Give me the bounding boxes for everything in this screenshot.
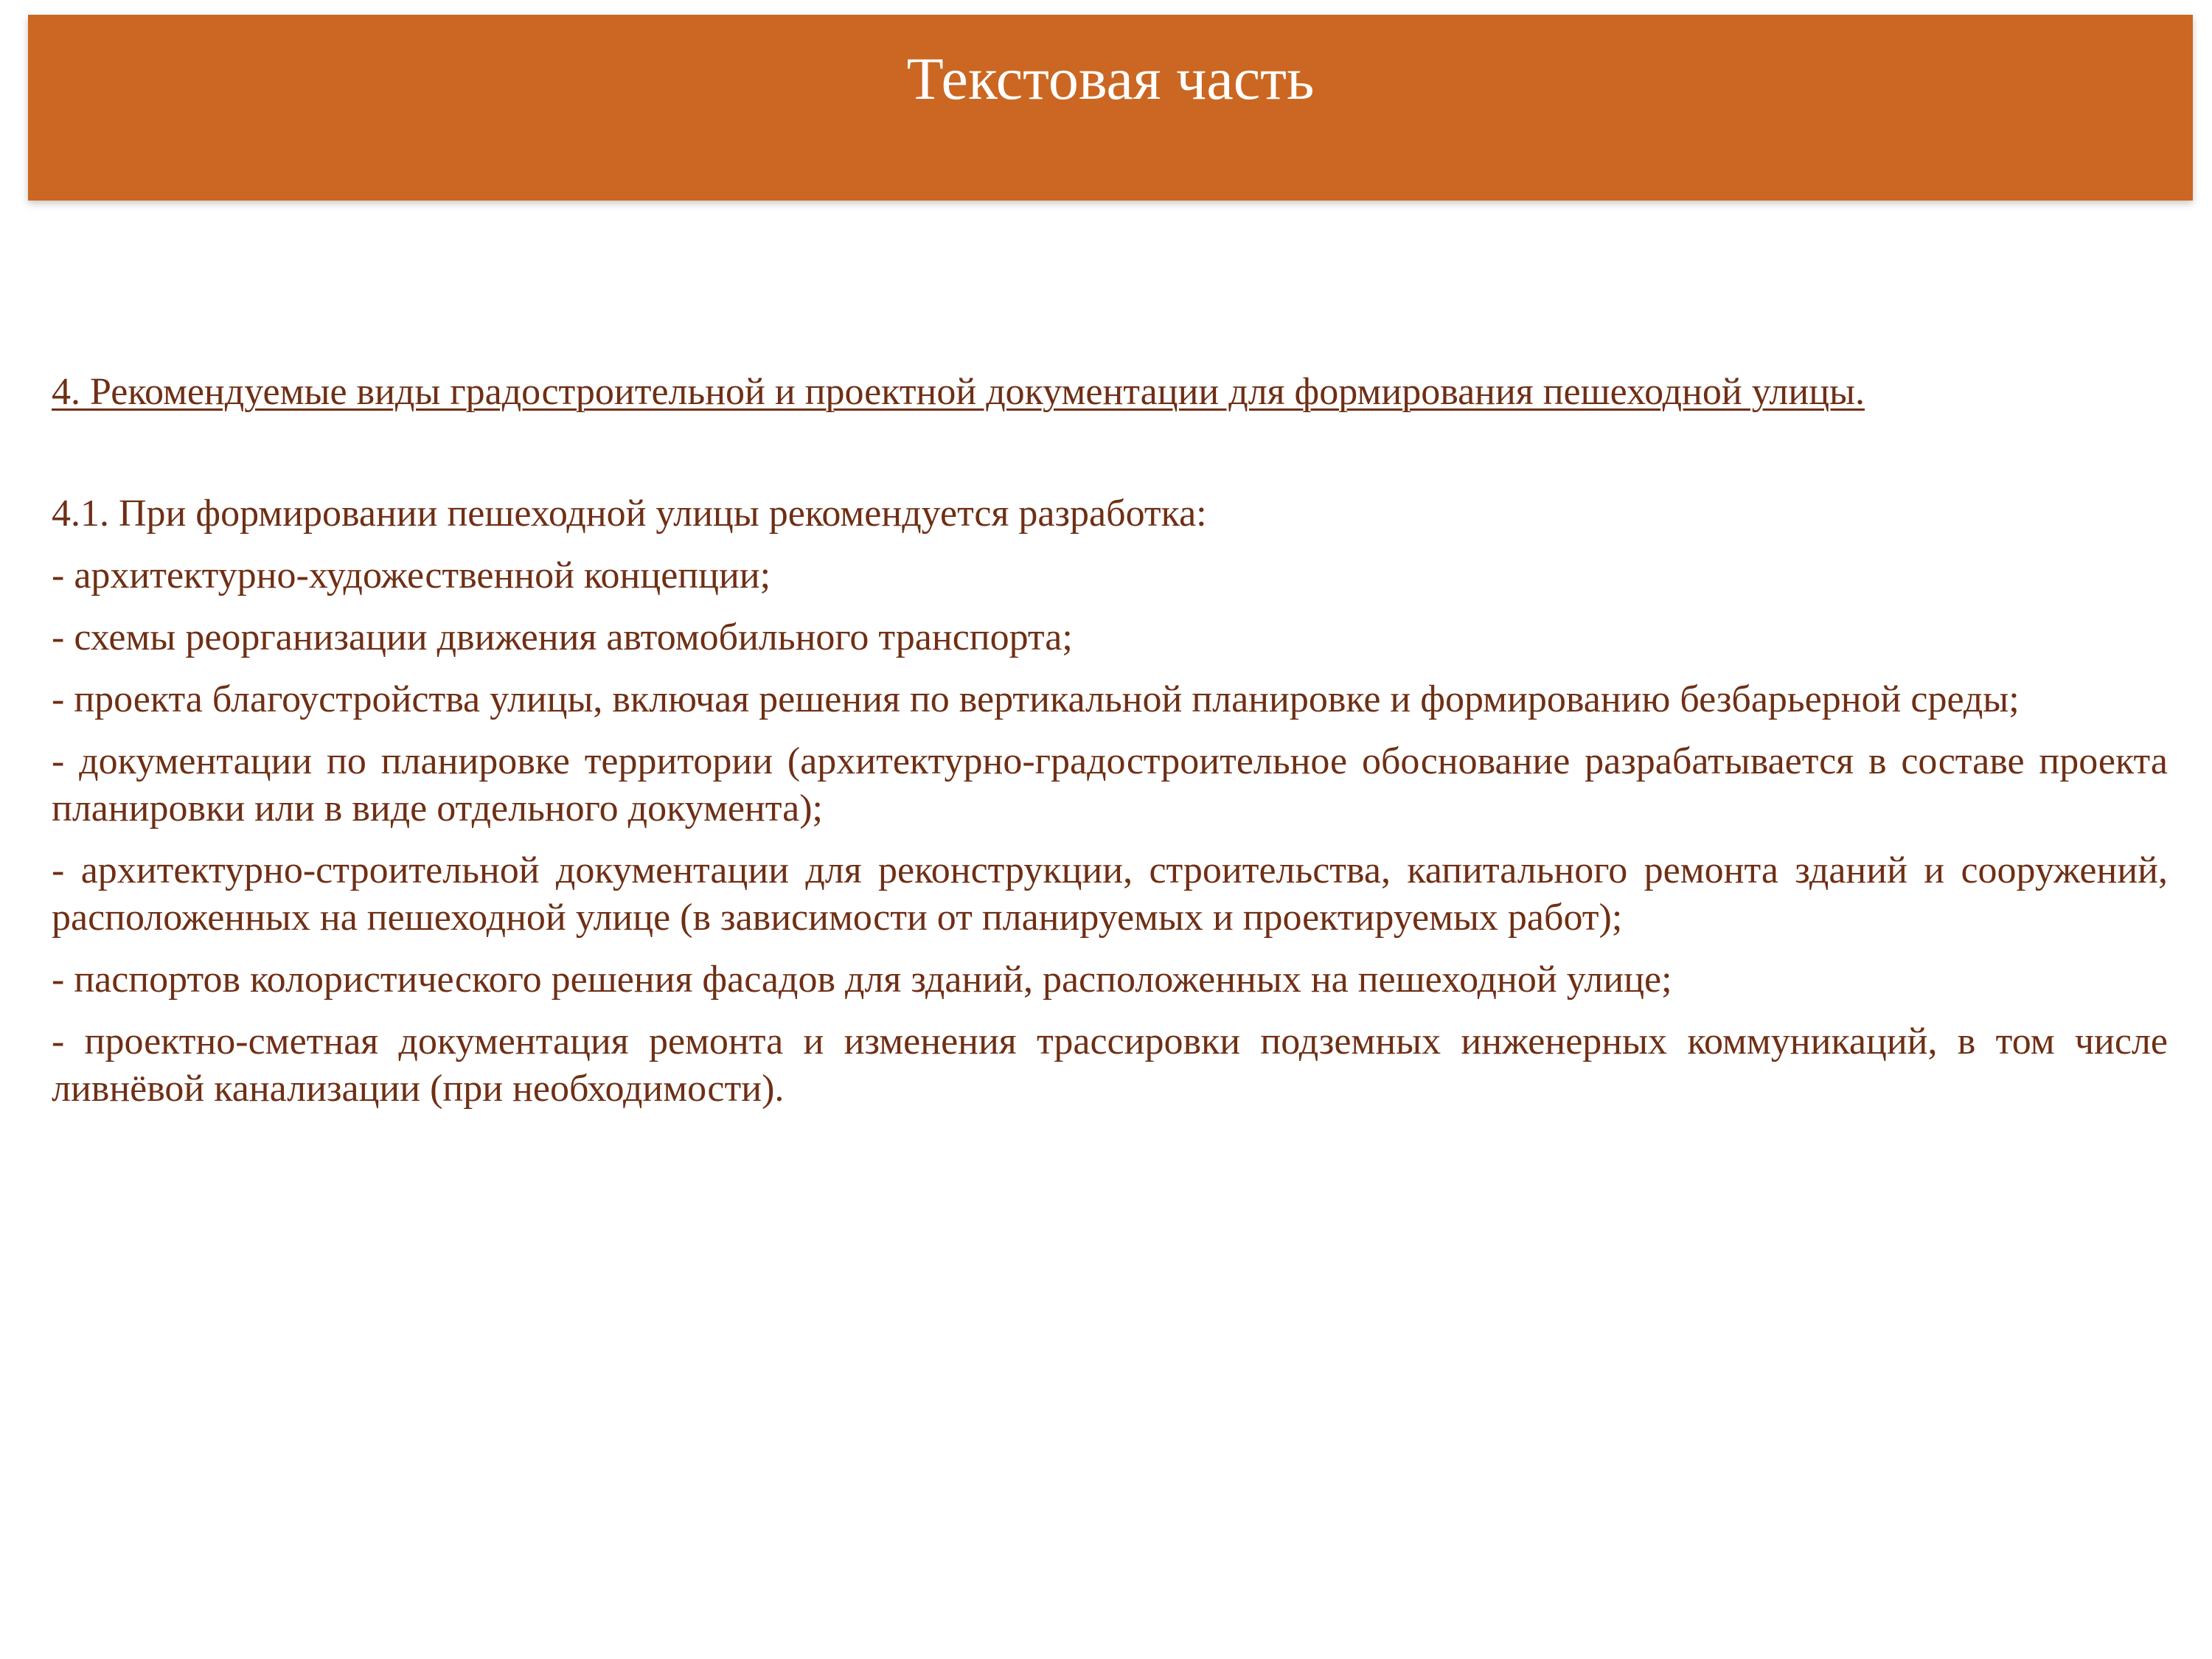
- list-item: - схемы реорганизации движения автомобильного транспорта;: [52, 616, 1073, 658]
- slide-body: [52, 369, 2168, 1127]
- list-item: - архитектурно-строительной документации для реконструкции, строительства, капитального ремонта зданий и сооружений, расположенных на пешеходной улице (в зависимости от планируемых и проектируемых работ);: [52, 849, 2168, 939]
- list-item: - паспортов колористического решения фасадов для зданий, расположенных на пешеходной улице;: [52, 959, 1672, 1001]
- list-item: - проекта благоустройства улицы, включая решения по вертикальной планировке и формированию безбарьерной среды;: [52, 678, 2020, 720]
- section-intro: 4.1. При формировании пешеходной улицы рекомендуется разработка:: [52, 493, 1207, 535]
- list-item: - документации по планировке территории (архитектурно-градостроительное обоснование разрабатывается в составе проекта планировки или в виде отдельного документа);: [52, 740, 2168, 830]
- recommendation-list: [52, 552, 2168, 1113]
- section-heading: 4. Рекомендуемые виды градостроительной и проектной документации для формирования пешеходной улицы.: [52, 371, 1865, 413]
- list-item: - проектно-сметная документация ремонта и изменения трассировки подземных инженерных коммуникаций, в том числе ливнёвой канализации (при необходимости).: [52, 1020, 2168, 1110]
- slide-header: [28, 15, 2193, 201]
- slide-title: Текстовая часть: [906, 45, 1315, 112]
- list-item: - архитектурно-художественной концепции;: [52, 554, 771, 597]
